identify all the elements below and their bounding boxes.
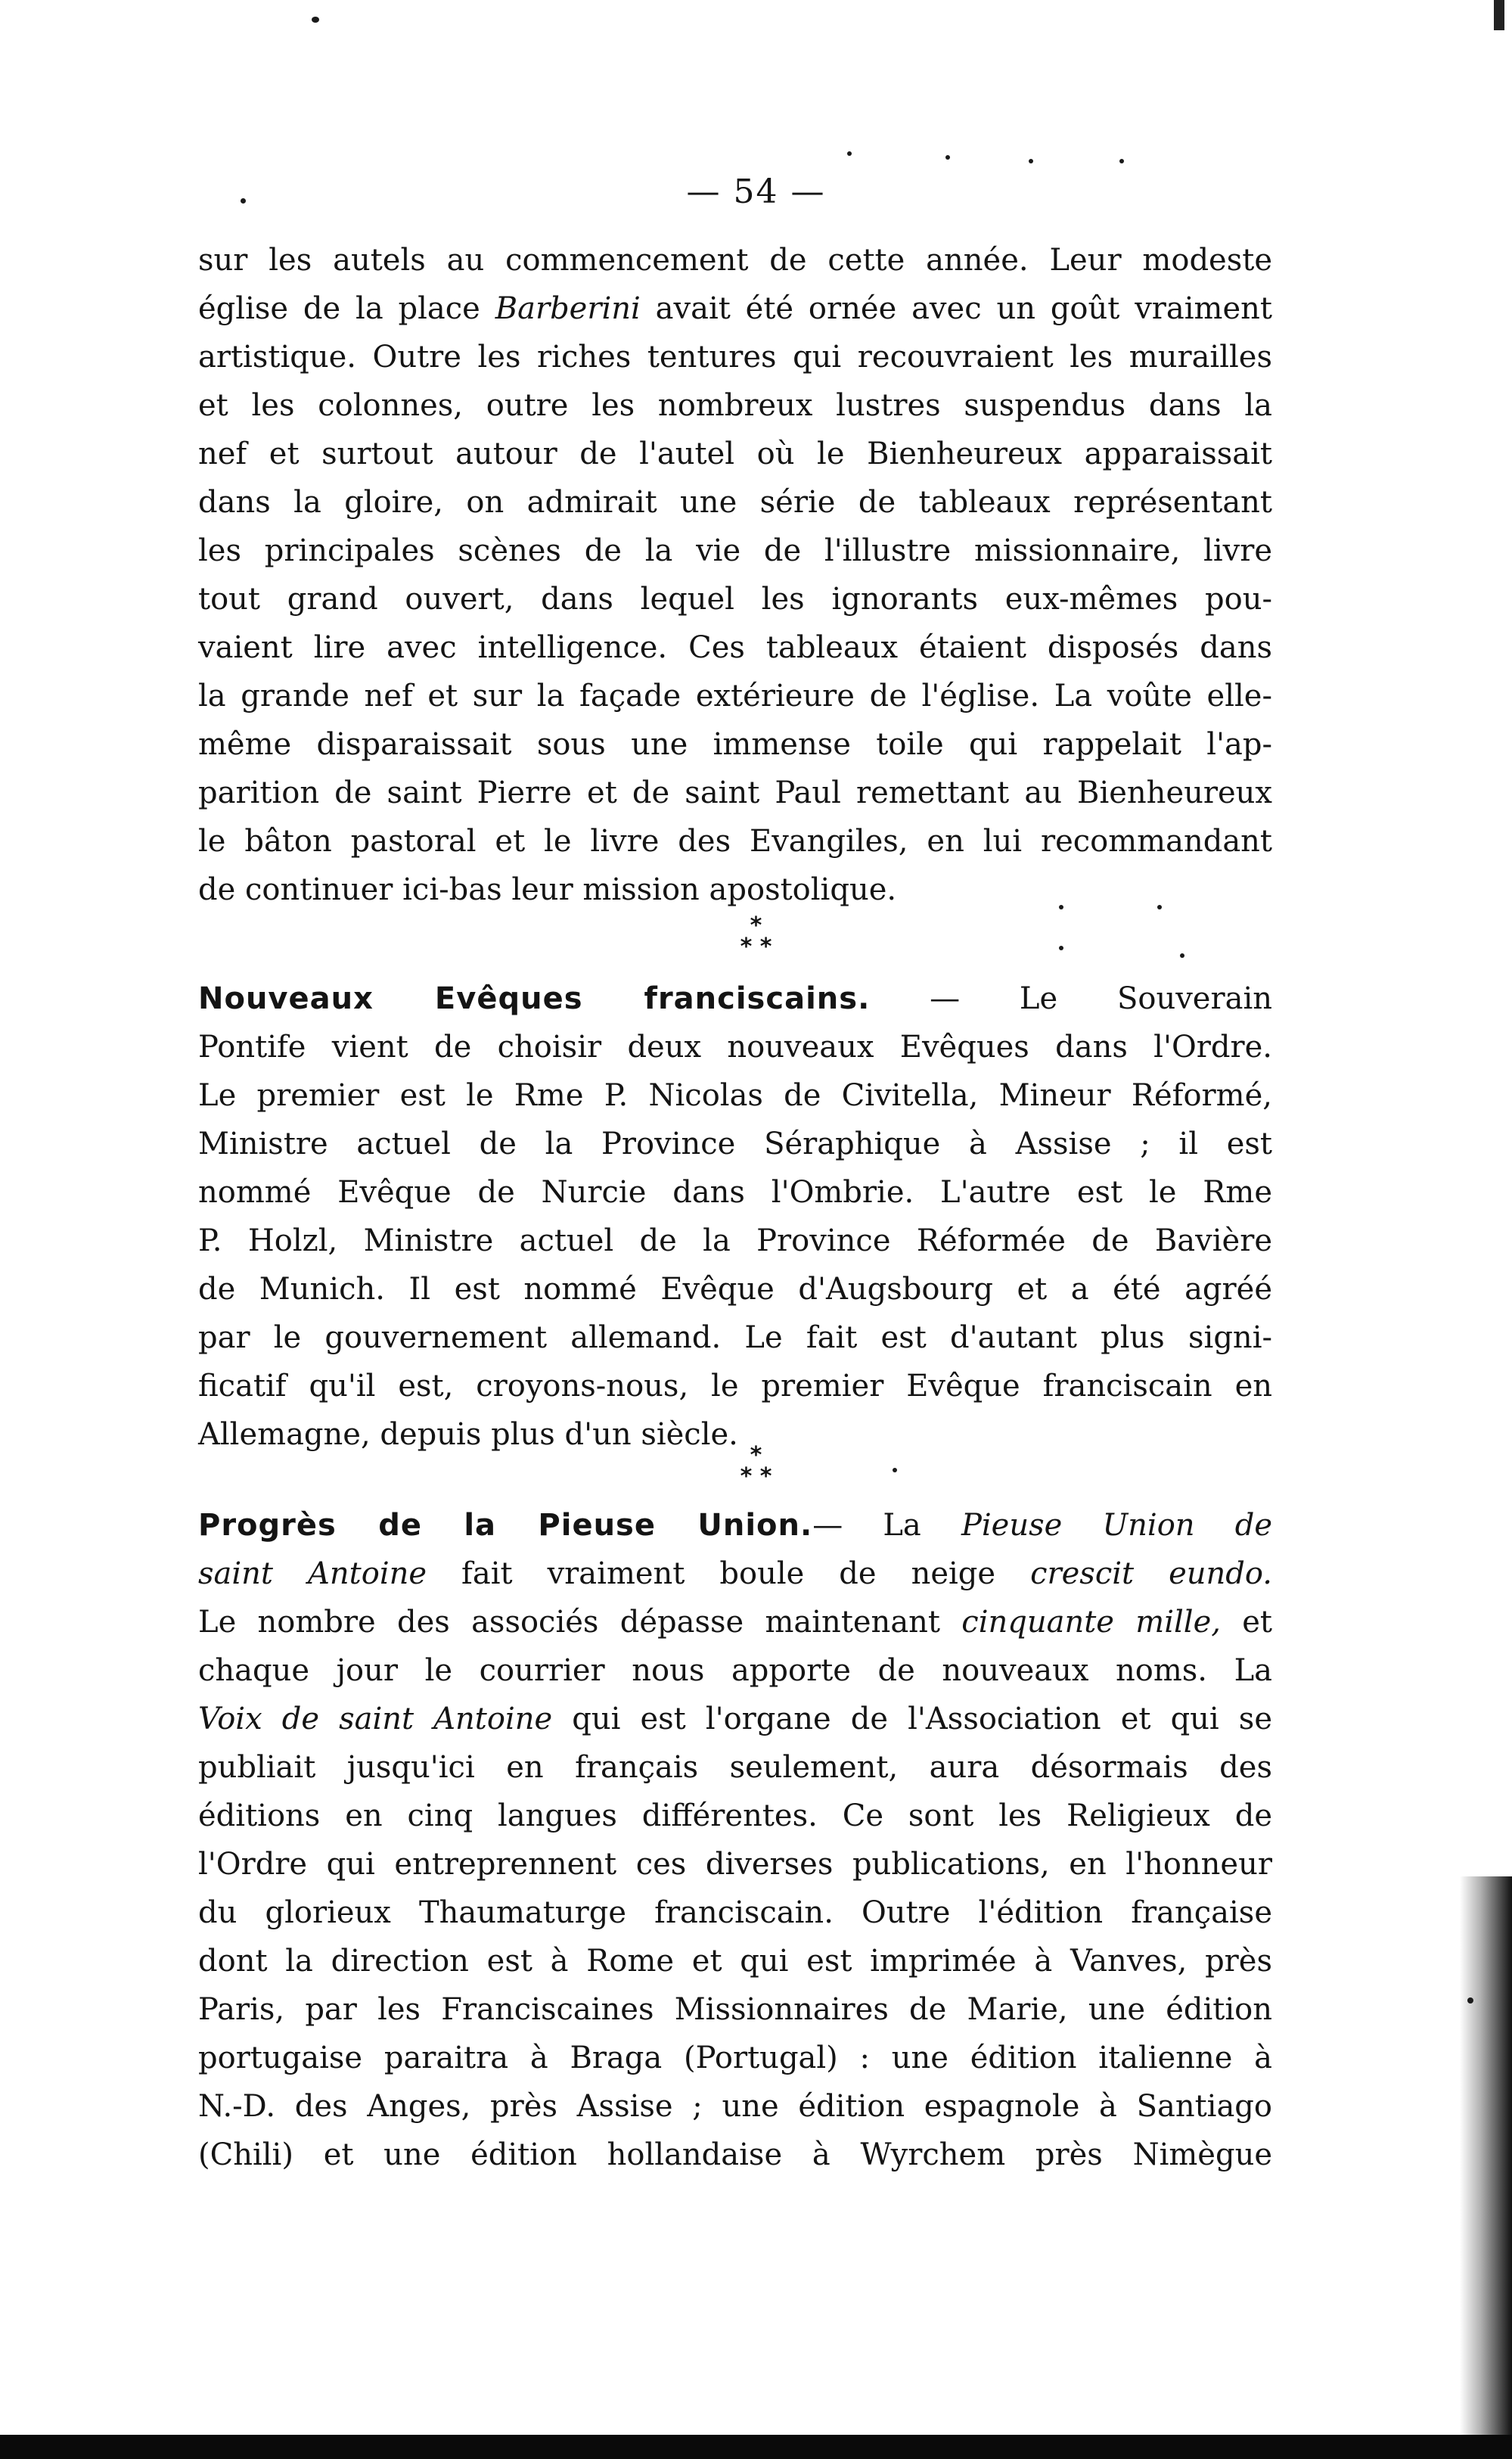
text-line: de Munich. Il est nommé Evêque d'Augsbourg et a été agréé [198,1272,1272,1307]
text-line [198,1501,1272,1550]
scan-speck [945,155,950,160]
scan-speck [1119,159,1124,163]
text-line: vaient lire avec intelligence. Ces tableaux étaient disposés dans [198,630,1272,665]
text-line: parition de saint Pierre et de saint Paul remettant au Bienheureux [198,776,1272,810]
page-edge-shadow [1460,1876,1512,2459]
text-line [198,1598,1272,1646]
text-line: publiait jusqu'ici en français seulement, aura désormais des [198,1750,1272,1785]
text-fragment: qui est l'organe de l'Association et qui se [552,1702,1272,1736]
section-heading: Progrès de la Pieuse Union. [198,1508,813,1543]
text-line: le bâton pastoral et le livre des Evangiles, en lui recommandant [198,824,1272,859]
paragraph-intro [198,236,1272,914]
italic-publication-title: Voix de saint Antoine [198,1702,553,1736]
section-heading: Nouveaux Evêques franciscains. [198,981,871,1016]
italic-latin-phrase: crescit eundo. [1030,1556,1272,1591]
text-line: chaque jour le courrier nous apporte de nouveaux noms. La [198,1653,1272,1688]
text-line: éditions en cinq langues différentes. Ce sont les Religieux de [198,1798,1272,1833]
text-line: la grande nef et sur la façade extérieure de l'église. La voûte elle- [198,679,1272,713]
text-line: dans la gloire, on admirait une série de tableaux représentant [198,485,1272,520]
text-line [198,975,1272,1023]
page-number: — 54 — [686,173,826,211]
text-line: ficatif qu'il est, croyons-nous, le premier Evêque franciscain en [198,1369,1272,1404]
text-fragment: et [1220,1605,1273,1640]
scan-speck [312,17,319,23]
italic-number: cinquante mille, [961,1605,1221,1640]
text-line: sur les autels au commencement de cette année. Leur modeste [198,243,1272,278]
text-line: tout grand ouvert, dans lequel les ignorants eux-mêmes pou- [198,582,1272,617]
edge-mark [1494,0,1504,30]
text-line [198,284,1272,333]
text-line: dont la direction est à Rome et qui est imprimée à Vanves, près [198,1944,1272,1979]
asterism-divider [0,912,1512,960]
text-line: Ministre actuel de la Province Séraphique à Assise ; il est [198,1127,1272,1161]
text-line: Paris, par les Franciscaines Missionnaires de Marie, une édition [198,1992,1272,2027]
scan-speck [1157,905,1162,909]
scan-speck [1059,905,1063,909]
text-line [198,1550,1272,1598]
scan-speck [847,151,852,156]
paragraph-new-bishops [198,975,1272,1459]
text-line: Le premier est le Rme P. Nicolas de Civitella, Mineur Réformé, [198,1078,1272,1113]
text-line: Allemagne, depuis plus d'un siècle. [198,1417,738,1452]
text-line: (Chili) et une édition hollandaise à Wyrchem près Nimègue [198,2137,1272,2172]
italic-place-name: Barberini [495,291,641,326]
text-fragment: fait vraiment boule de neige [427,1556,1031,1591]
text-line: du glorieux Thaumaturge franciscain. Outre l'édition française [198,1895,1272,1930]
scan-speck [893,1468,897,1472]
text-fragment: — Le Souverain [870,981,1272,1016]
text-line: par le gouvernement allemand. Le fait est d'autant plus signi- [198,1320,1272,1355]
asterism-bottom: * * [740,1463,772,1490]
text-line: même disparaissait sous une immense toile qui rappelait l'ap- [198,727,1272,762]
scan-speck [1059,946,1063,950]
asterism-top: * [750,1442,762,1469]
paragraph-pious-union [198,1501,1272,2179]
text-line: l'Ordre qui entreprennent ces diverses publications, en l'honneur [198,1847,1272,1882]
asterism-divider [0,1442,1512,1490]
italic-title: saint Antoine [198,1556,427,1591]
asterism-bottom: * * [740,934,772,960]
text-fragment: Le nombre des associés dépasse maintenant [198,1605,962,1640]
text-line: nommé Evêque de Nurcie dans l'Ombrie. L'autre est le Rme [198,1175,1272,1210]
text-fragment: — [812,1508,883,1543]
text-line: P. Holzl, Ministre actuel de la Province Réformée de Bavière [198,1223,1272,1258]
text-line: les principales scènes de la vie de l'illustre missionnaire, livre [198,533,1272,568]
text-line: artistique. Outre les riches tentures qui recouvraient les murailles [198,340,1272,375]
scan-speck [1029,159,1033,163]
scan-speck [241,198,246,204]
text-fragment: église de la place [198,291,495,326]
text-fragment: La [883,1508,961,1543]
text-line: portugaise paraitra à Braga (Portugal) : une édition italienne à [198,2041,1272,2075]
text-line: de continuer ici-bas leur mission apostolique. [198,872,897,907]
italic-title: Pieuse Union de [961,1508,1272,1543]
text-fragment: avait été ornée avec un goût vraiment [640,291,1272,326]
text-line: nef et surtout autour de l'autel où le Bienheureux apparaissait [198,437,1272,471]
asterism-top: * [750,912,762,939]
scan-bottom-border [0,2435,1512,2459]
text-line: N.-D. des Anges, près Assise ; une édition espagnole à Santiago [198,2089,1272,2124]
scan-speck [1180,953,1184,958]
text-line: et les colonnes, outre les nombreux lustres suspendus dans la [198,388,1272,423]
text-line: Pontife vient de choisir deux nouveaux Evêques dans l'Ordre. [198,1030,1272,1065]
text-line [198,1695,1272,1743]
